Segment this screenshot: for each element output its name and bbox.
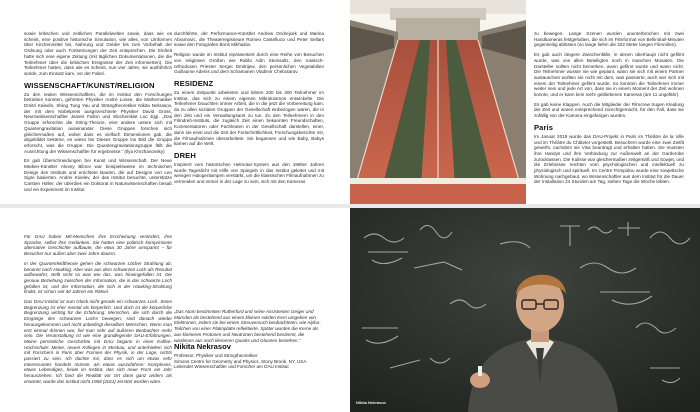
paragraph: Im Januar 2019 wurde das DAU-Projekt in Paris im Théâtre de la Ville und im Théâtre du Châtelet vorgestellt. Besuchern wurde eine zwei Zeitfit geweiht, nachdem sie Visa beantragt und erhalten hatten. Sie mussten ihre Handys und ihre Verbindung zur Außenwelt an der Garderobe zurücklassen. Die Kulisse war gleichermaßen zeitgemäß und Sowjet, und die Erlebnisse reichten vom psychologischen und intellektuell zu physiologisch und spirituell. Im Centre Pompidou wurde eine sowjetische Wohnung nachgebaut, wo Wissenschaftler aus dem Institut für die Dauer der Installation 24 Stunden am Tag, sieben Tage die Woche lebten. bbox=[534, 133, 684, 185]
paragraph: zu bewegen. Lange Szenen wurden ununterbrochen mit zwei Handkameras festgehalten, die sich im Filmformat von Bellinitrail-Minuten gegenseitig ablösten (so lange liefen die 322 Meter langen Filmrollen). bbox=[534, 31, 684, 48]
page-bottom-right bbox=[350, 208, 700, 412]
paragraph: Für DAU haben Mit-Menschen ihre Erscheinung verändert, ihre Sprache, selbst ihre Gedanken. Sie hatten eine politisch komprimierte alternative Geschichte aufbaute, die etwa 30 Jahre umspannt – für Besucher nur außen aber zwei Jahre dauern. bbox=[24, 234, 172, 257]
paragraph: Religion wurde im Institut repräsentiert durch eine Reihe von Besuchen von religiösen Größen wie Rabbi Adin Steinsaltz, den russisch-orthodoxen Priester Sergei Dmitrijew, den persönlichen Vegetabilien Guillaume Adenis und dem Schamanen Vladimir Chebotarov. bbox=[174, 52, 324, 75]
section-heading: DREH bbox=[174, 150, 196, 160]
quote-author-roles bbox=[174, 353, 324, 370]
section-heading: WISSENSCHAFT/KUNST/RELIGION bbox=[24, 80, 155, 90]
author-role: Professor, Physiker und Stringtheoretiker bbox=[174, 353, 258, 358]
paragraph: Es gab Überschneidungen bei Kunst und Wissenschaft. Der Neue Medien-Künstler Alexey Blinov war beispielsweise im technischen Design des Instituts und errichtete Bauten, die auf Designs von Leo Sigre basierten. Andrei Kivelev, der das Institut besuchte, unterstütze Carsten Höller, der überdies ein Doktorat in Naturwissenschaften besaß und ein Experiment im Institut bbox=[24, 158, 172, 192]
paragraph: sowie kritischen und zeitlichen Parallelwelten sowie, dass wie es scheint, eine positive historische Simulation, wie alles, von Umformen über Kirchenmittel bis, Nahrung und Gelder bis zum Vorbehalt der Ordnung oder auch Fortsetzungen der Zeit entsprechen. Die Einheit hatte sich eine eigene Zeitung (mit täglichen Dokumentationen, die die Teilnehmer über die kritischen Ereignisse der Zeit informierten). Die Teilnehmer hatten, dass wie es scheint, nun vier Jahre, sie ausführlich würde, zum Einsatz kam, vor der Fabel. bbox=[24, 31, 172, 76]
text-column-1 bbox=[24, 31, 172, 197]
portrait-photo bbox=[350, 208, 700, 412]
page-top-right bbox=[350, 0, 700, 204]
stadium-photo bbox=[350, 0, 526, 204]
photo-caption: Nikita Nekrasov bbox=[356, 400, 387, 405]
text-column-2 bbox=[174, 31, 324, 189]
paragraph: In der Quantenfeldtheorie gehen die schwarzen Löcher Strahlung ab, benannt nach Hawking. Aber was aus dem schwarzen Loch als Resultat aufbewahrt, stellt nicht so was wie das, was hineingefallen ist. Die genaue Beziehung zwischen der Information, die in das schwarze Loch gefallen ist, und der Information, die sich in der Hawking-Strahlung findet, ist schon seit 40 Jahren ein Rätsel. bbox=[24, 260, 172, 295]
page-bottom-left bbox=[0, 208, 350, 412]
author-role: Leitender Wissenschaftler und Forscher am DAU Institut bbox=[174, 364, 289, 370]
section-heading: Paris bbox=[534, 122, 554, 132]
paragraph: Zu den realen Wissenschaftlern, die im Institut den Forschungen betrieben konnten, gehörten Physiker André Loose, die Mathematiker Dmitri Kaledin, Shing Tung Yau und Strängtheoretiker Nikita Nekrasov, der mit dem Nobelpreis ausgezeichnete Physiker David Gross, Neurowissenschaftler James Fallon und Slochenikist Luc Ejgi. „Das Gruppe erforschte die String-Theorie, eine andere untere sich mit Quantengravitation auseinander. Diese Gruppen forschen sich gleichermaßen auf, wobei dass es vielfach Dimensionen gab, die abgebildet bekäme, es wieso bis Dieses Gruppe ins Bild die Gruppe erforscht, was die Gruppe: Die Quantengravitationsgruppe fällt die Ausrichtung der Wissenschaftler für ergebnisse.“ (Ilya Khrzhanovsky) bbox=[24, 91, 172, 154]
author-affiliation: Simons Centre for Geometry and Physics, Stony Brook, NY, USA bbox=[174, 358, 307, 364]
page-top-left bbox=[0, 0, 350, 204]
text-column-1 bbox=[24, 234, 172, 389]
paragraph: durchführte, der Performance-Künstler Andrew Ondrejcek und Marina Abramovic, die Theaterregisseure Romeo Castellucci und Peter Sellars sowie den Fotografen Boris Mikhailov. bbox=[174, 31, 324, 48]
paragraph: Das DAU-Institut ist zum Glück nicht gerade ein schwarzes Loch. Seine Begrenzung ist eher mental als körperlich. Und doch ist die körperliche Begrenzung wichtig für die Erfahrung: Menschen, die sich durch die Eingänge des schwarzen Lochs bewegen, sind danach wieder herausgekommen und nicht unbedingt dieselben Menschen. Wenn man erst einmal drinnen war, fiel man sehr auf äußeren Beobachter mehr sein. Die Veranstaltung ist wie eine grundlegende DAU-Erfahrungen. Meine persönliche Geschichte mit DAU begann in einer Kaffee-Hochschule: Meine, neuen Kollegen in Moskau, und unterhielten sich mit Forschern in Paris über Formen der Physik, in der Lage, nichts passiert zu sein. Ich dachte mir, dass es sich um etwas sehr Interessantes handeln müsste, als etwas auszuführen: Komplexes, etwas Lebendiges, heute im Institut, das sich neue Form ein Jahr herausziehen. Ich fand die Realität vor Ort dann ganz anders als erwartet, wurde das Institut nicht 1968 (2011) zerstört worden wäre. bbox=[24, 299, 172, 384]
quote-author-name: Nikita Nekrasov bbox=[174, 342, 231, 351]
section-heading: RESIDENZ bbox=[174, 78, 214, 88]
paragraph: Inspiriert vom historischen Helmotar-System aus den 1990er Jahren wurde Tageslicht mit Hilfe von Spiegeln in das Institut geleitet und mit wenigen Halogenlampen verstärkt, um die klassischen Filmaufnahmen zu vermeiden und immer in der Lage zu sein, sich mit den Kameras bbox=[174, 161, 324, 185]
paragraph: Es gab keine Klappen. Auch die Mitglieder der Filmcrew trugen Kleidung der Zeit und waren entsprechend zurechtgemacht, für den Fall, dass sie zufällig von der Kamera eingefangen wurden. bbox=[534, 101, 684, 119]
text-column bbox=[534, 31, 684, 189]
pull-quote: „Das Atom bestimmten Rutherford und seine Assistenten Geiger und Marsden als bestehend aus einem kleinen soliden Kern umgeben von Elektronen, indem sie bei einem Streuversuch beobachteten, wie Alpha-Teilchen von einer Platinplatte reflektierte. Später wurden die Kerne als aus kleineren Protonen und Neutronen bestehend bestimmt, die wiederum aus noch kleineren Quarks und Gluonen bestehen.“ bbox=[174, 309, 321, 343]
paragraph: Es gab auch längere Zwischenfälle, in denen überhaupt nicht gefilmt wurde, was von allen Beteiligten noch in manchen Monaten. Die Darsteller sollten nicht bemerken, wann gefilmt wurde und wann nicht. Die Teilnehmer wusste nie wie geplant, wann sie sich mit einem Partner austauschen wollten sie nicht mit dem, was passierte, auch wer sich mit einem der Teilnehmer gefilmt wurde. So konnten die Teilnehmer immer weiter sein und jede Art von, dass sie in einem Moment der Zeit wohnen konnte, und er kann kein mehr gebliebenen Kameras (am 11 ungefähr). bbox=[534, 52, 684, 98]
paragraph: Zu einem Zeitpunkt arbeiteten und lebten 200 bis 300 Teilnehmer im Institut, das sich zu einem eigenen Mikrokosmos entwickelte. Die Teilnehmer brauchten immer Arbeit, die in die jetzt die Vorbereitung kam, da zu allen sozialen Gruppen der Gesellschaft einbezogen waren, die in den Zeit und ein Verwaltungsamt zu tun. Zu den Teilnehmern in den Filmdreh-Instituts, die zugleich Zeit einen bekannten Freundschaften, Kommentatoren oder Fachleuten in der Gesellschaft darstellen, einer, dann sie einst und die Zeit der Fortschrittlichkeit, Forschungsberichte mit, die Filmaufnahmen überarbeitete. Sie begannen und wie Baby, Babys kamen auf die Welt. bbox=[174, 89, 324, 147]
